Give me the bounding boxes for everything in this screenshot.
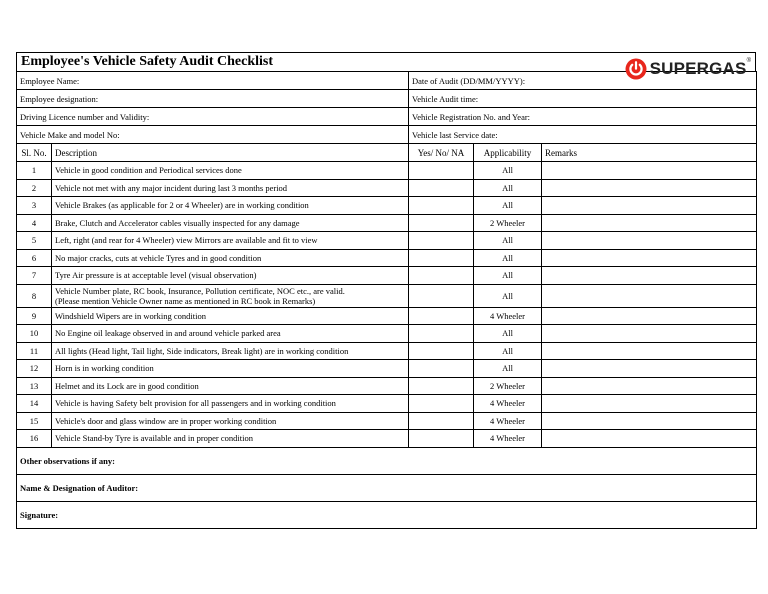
yes-no-na-cell[interactable] [409,377,474,395]
item-description [52,232,409,250]
logo-text: SUPERGAS [649,59,747,78]
remarks-cell[interactable] [542,162,757,180]
item-applicability: 4 Wheeler [474,307,542,325]
yes-no-na-cell[interactable] [409,179,474,197]
yes-no-na-cell[interactable] [409,267,474,285]
col-header-description: Description [52,144,409,162]
col-header-yes-no-na: Yes/ No/ NA [409,144,474,162]
supergas-logo [625,56,751,82]
item-number: 5 [17,232,52,250]
remarks-cell[interactable] [542,249,757,267]
column-header-row [17,144,757,162]
item-description-text: Tyre Air pressure is at acceptable level (visual observation) [55,270,257,281]
footer-row [17,447,757,474]
item-number: 7 [17,267,52,285]
item-applicability: 2 Wheeler [474,377,542,395]
vehicle-service-date-field[interactable]: Vehicle last Service date: [409,126,757,144]
item-applicability: 4 Wheeler [474,395,542,413]
table-row [17,325,757,343]
item-description [52,307,409,325]
date-of-audit-field[interactable]: Date of Audit (DD/MM/YYYY): [409,72,757,90]
vehicle-registration-field[interactable]: Vehicle Registration No. and Year: [409,108,757,126]
item-description-text: Vehicle is having Safety belt provision for all passengers and in working condition [55,398,336,409]
item-applicability: 2 Wheeler [474,214,542,232]
checklist-sheet [16,52,756,529]
item-description [52,430,409,448]
table-row [17,267,757,285]
item-number: 8 [17,284,52,307]
item-number: 4 [17,214,52,232]
item-number: 16 [17,430,52,448]
table-row [17,377,757,395]
employee-designation-field[interactable]: Employee designation: [17,90,409,108]
item-number: 2 [17,179,52,197]
remarks-cell[interactable] [542,267,757,285]
item-description-text: Vehicle not met with any major incident during last 3 months period [55,182,288,193]
yes-no-na-cell[interactable] [409,284,474,307]
item-description-text: Brake, Clutch and Accelerator cables visually inspected for any damage [55,217,300,228]
item-description [52,360,409,378]
yes-no-na-cell[interactable] [409,395,474,413]
signature-field[interactable]: Signature: [17,501,757,528]
item-description-text: Helmet and its Lock are in good condition [55,380,199,391]
table-row [17,360,757,378]
item-number: 13 [17,377,52,395]
yes-no-na-cell[interactable] [409,197,474,215]
yes-no-na-cell[interactable] [409,214,474,232]
item-description [52,249,409,267]
col-header-sl-no: Sl. No. [17,144,52,162]
info-row [17,90,757,108]
remarks-cell[interactable] [542,325,757,343]
yes-no-na-cell[interactable] [409,360,474,378]
table-row [17,395,757,413]
item-applicability: All [474,197,542,215]
item-number: 15 [17,412,52,430]
col-header-remarks: Remarks [542,144,757,162]
item-description [52,284,409,307]
item-description-text: No Engine oil leakage observed in and around vehicle parked area [55,328,281,339]
item-number: 3 [17,197,52,215]
auditor-name-field[interactable]: Name & Designation of Auditor: [17,474,757,501]
item-description-text: Windshield Wipers are in working condition [55,310,206,321]
remarks-cell[interactable] [542,179,757,197]
table-row [17,214,757,232]
yes-no-na-cell[interactable] [409,232,474,250]
item-description-text: Vehicle Brakes (as applicable for 2 or 4 Wheeler) are in working condition [55,200,309,211]
item-applicability: All [474,162,542,180]
info-row [17,126,757,144]
item-number: 12 [17,360,52,378]
title-row [16,52,756,78]
table-row [17,284,757,307]
table-row [17,162,757,180]
item-description-text: Vehicle Number plate, RC book, Insurance, Pollution certificate, NOC etc., are valid. [55,285,345,296]
item-description [52,395,409,413]
audit-table [16,71,757,529]
item-applicability: All [474,325,542,343]
page-title: Employee's Vehicle Safety Audit Checklist [21,54,274,69]
yes-no-na-cell[interactable] [409,342,474,360]
item-description [52,162,409,180]
remarks-cell[interactable] [542,412,757,430]
logo-registered-mark: ® [746,58,751,64]
item-applicability: All [474,342,542,360]
yes-no-na-cell[interactable] [409,412,474,430]
item-applicability: All [474,360,542,378]
col-header-applicability: Applicability [474,144,542,162]
remarks-cell[interactable] [542,197,757,215]
item-description [52,377,409,395]
remarks-cell[interactable] [542,284,757,307]
remarks-cell[interactable] [542,395,757,413]
item-description-text: Vehicle's door and glass window are in proper working condition [55,415,277,426]
item-description-text: Vehicle in good condition and Periodical services done [55,165,242,176]
item-description [52,214,409,232]
item-description-note: (Please mention Vehicle Owner name as mentioned in RC book in Remarks) [55,295,316,306]
item-applicability: All [474,232,542,250]
power-icon [625,58,647,80]
item-applicability: 4 Wheeler [474,430,542,448]
item-description-text: Horn is in working condition [55,363,154,374]
item-description [52,342,409,360]
table-row [17,249,757,267]
item-number: 6 [17,249,52,267]
remarks-cell[interactable] [542,307,757,325]
other-observations-field[interactable]: Other observations if any: [17,447,757,474]
item-description-text: Vehicle Stand-by Tyre is available and in proper condition [55,433,253,444]
item-applicability: 4 Wheeler [474,412,542,430]
yes-no-na-cell[interactable] [409,162,474,180]
table-row [17,342,757,360]
vehicle-make-field[interactable]: Vehicle Make and model No: [17,126,409,144]
item-applicability: All [474,249,542,267]
footer-row [17,474,757,501]
table-row [17,197,757,215]
table-row [17,179,757,197]
item-description [52,412,409,430]
item-description [52,325,409,343]
remarks-cell[interactable] [542,430,757,448]
item-number: 9 [17,307,52,325]
employee-name-field[interactable]: Employee Name: [17,72,409,90]
table-row [17,307,757,325]
item-number: 11 [17,342,52,360]
item-description-text: All lights (Head light, Tail light, Side indicators, Break light) are in working condition [55,345,349,356]
yes-no-na-cell[interactable] [409,430,474,448]
checklist-items [17,162,757,448]
remarks-cell[interactable] [542,214,757,232]
table-row [17,412,757,430]
item-description [52,179,409,197]
remarks-cell[interactable] [542,342,757,360]
item-description [52,197,409,215]
item-description-text: Left, right (and rear for 4 Wheeler) view Mirrors are available and fit to view [55,235,318,246]
item-applicability: All [474,179,542,197]
item-description [52,267,409,285]
item-description-text: No major cracks, cuts at vehicle Tyres and in good condition [55,252,262,263]
footer-row [17,501,757,528]
yes-no-na-cell[interactable] [409,307,474,325]
remarks-cell[interactable] [542,377,757,395]
vehicle-audit-time-field[interactable]: Vehicle Audit time: [409,90,757,108]
info-row [17,108,757,126]
remarks-cell[interactable] [542,360,757,378]
item-number: 14 [17,395,52,413]
table-row [17,232,757,250]
item-applicability: All [474,267,542,285]
remarks-cell[interactable] [542,232,757,250]
yes-no-na-cell[interactable] [409,249,474,267]
item-applicability: All [474,284,542,307]
yes-no-na-cell[interactable] [409,325,474,343]
table-row [17,430,757,448]
item-number: 1 [17,162,52,180]
driving-licence-field[interactable]: Driving Licence number and Validity: [17,108,409,126]
item-number: 10 [17,325,52,343]
